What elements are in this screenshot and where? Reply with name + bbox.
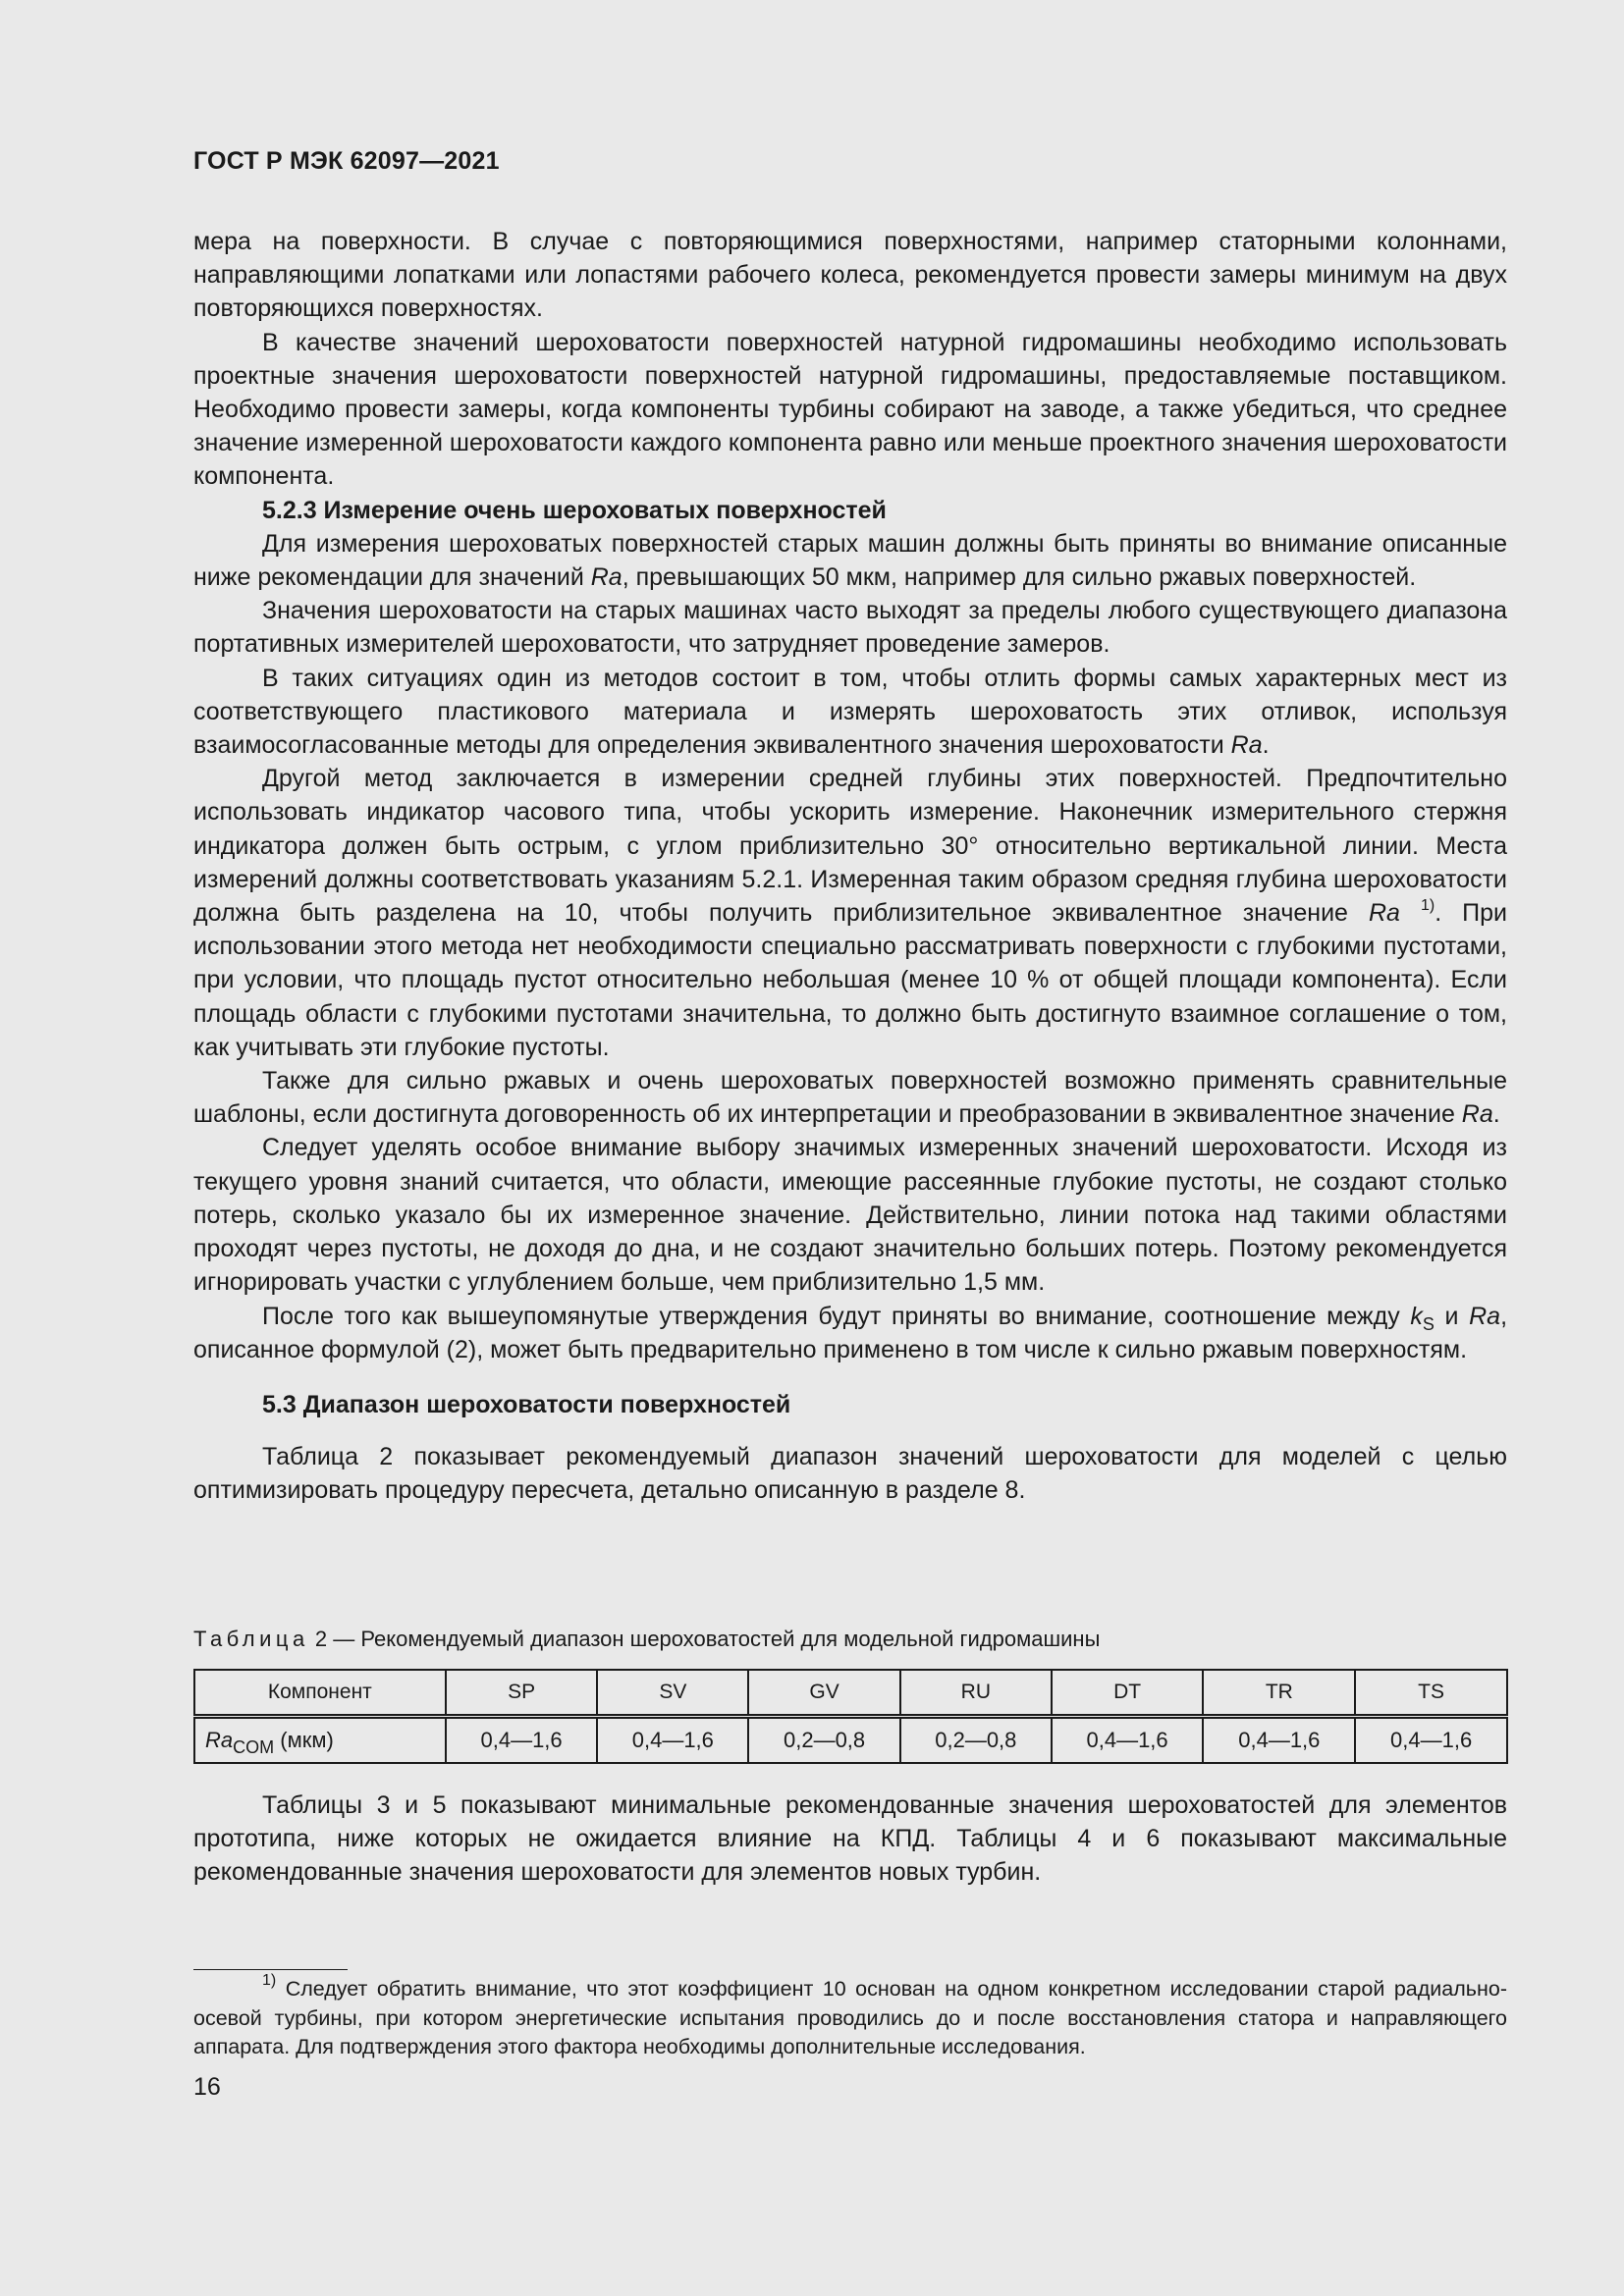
paragraph: В таких ситуациях один из методов состоит в том, чтобы отлить формы самых характерных мест из соответствующего пластикового материала и измерять шероховатость этих отливок, используя взаимосогласованные методы для определения эквивалентного значения шероховатости Ra.	[193, 664, 1507, 760]
table-header-cell: TS	[1355, 1670, 1507, 1717]
table-header-row	[194, 1670, 1507, 1717]
footnote-mark: 1)	[262, 1972, 277, 1989]
page-number: 16	[193, 2073, 221, 2101]
document-header: ГОСТ Р МЭК 62097—2021	[193, 147, 500, 175]
paragraph: Другой метод заключается в измерении средней глубины этих поверхностей. Предпочтительно использовать индикатор часового типа, чтобы ускорить измерение. Наконечник измерительного стержня индикатора должен быть острым, с углом приблизительно 30° относительно вертикальной линии. Места измерений должны соответствовать указаниям 5.2.1. Измеренная таким образом средняя глубина шероховатости должна быть разделена на 10, чтобы получить приблизительное эквивалентное значение Ra $^{1)}$. При использовании этого метода нет необходимости специально рассматривать поверхности с глубокими пустотами, при условии, что площадь пустот относительно небольшая (менее 10 % от общей площади компонента). Если площадь области с глубокими пустотами значительна, то должно быть достигнуто взаимное соглашение о том, как учитывать эти глубокие пустоты.	[193, 765, 1508, 1061]
table-header-cell: TR	[1203, 1670, 1355, 1717]
subsection-heading-5-2-3: 5.2.3 Измерение очень шероховатых поверхностей	[262, 496, 887, 524]
table-header-cell: RU	[900, 1670, 1052, 1717]
footnote-separator	[193, 1969, 348, 1970]
table-header-cell: SP	[446, 1670, 598, 1717]
paragraph: После того как вышеупомянутые утверждения будут приняты во внимание, соотношение между $k_S$ и Ra, описанное формулой (2), может быть предварительно применено в том числе к сильно ржавым поверхностям.	[193, 1302, 1508, 1363]
table-row	[194, 1717, 1507, 1764]
roughness-table	[193, 1669, 1508, 1764]
paragraph: мера на поверхности. В случае с повторяющимися поверхностями, например статорными колоннами, направляющими лопатками или лопастями рабочего колеса, рекомендуется провести замеры минимум на двух повторяющихся поверхностях.	[193, 228, 1507, 323]
paragraph: Таблица 2 показывает рекомендуемый диапазон значений шероховатости для моделей с целью оптимизировать процедуру пересчета, детально описанную в разделе 8.	[193, 1443, 1507, 1505]
table-caption: Таблица 2 — Рекомендуемый диапазон шероховатостей для модельной гидромашины	[193, 1627, 1101, 1651]
table-cell: 0,4—1,6	[446, 1717, 598, 1764]
table-cell: 0,2—0,8	[900, 1717, 1052, 1764]
table-header-cell: Компонент	[194, 1670, 446, 1717]
table-header-cell: SV	[597, 1670, 748, 1717]
table-cell: 0,2—0,8	[748, 1717, 900, 1764]
paragraph: В качестве значений шероховатости поверхностей натурной гидромашины необходимо использовать проектные значения шероховатости поверхностей натурной гидромашины, предоставляемые поставщиком. Необходимо провести замеры, когда компоненты турбины собирают на заводе, а также убедиться, что среднее значение измеренной шероховатости каждого компонента равно или меньше проектного значения шероховатости компонента.	[193, 328, 1507, 491]
table-header-cell: DT	[1052, 1670, 1204, 1717]
paragraph: Также для сильно ржавых и очень шероховатых поверхностей возможно применять сравнительные шаблоны, если достигнута договоренность об их интерпретации и преобразовании в эквивалентное значение Ra.	[193, 1067, 1507, 1129]
paragraph: Следует уделять особое внимание выбору значимых измеренных значений шероховатости. Исходя из текущего уровня знаний считается, что области, имеющие рассеянные глубокие пустоты, не создают столько потерь, сколько указало бы их измеренное значение. Действительно, линии потока над такими областями проходят через пустоты, не доходя до дна, и не создают значительно больших потерь. Поэтому рекомендуется игнорировать участки с углублением больше, чем приблизительно 1,5 мм.	[193, 1134, 1507, 1297]
text-after-table	[193, 1789, 1507, 1890]
footnote-ref[interactable]: 1)	[1420, 897, 1435, 915]
section-heading-5-3: 5.3 Диапазон шероховатости поверхностей	[262, 1390, 791, 1418]
table-cell: 0,4—1,6	[597, 1717, 748, 1764]
paragraph: Значения шероховатости на старых машинах часто выходят за пределы любого существующего диапазона портативных измерителей шероховатости, что затрудняет проведение замеров.	[193, 597, 1507, 659]
table-header-cell: GV	[748, 1670, 900, 1717]
table-row-label: $Ra_{COM}$ (мкм)	[194, 1717, 446, 1764]
paragraph: Для измерения шероховатых поверхностей старых машин должны быть приняты во внимание описанные ниже рекомендации для значений Ra, превышающих 50 мкм, например для сильно ржавых поверхностей.	[193, 529, 1507, 592]
table-cell: 0,4—1,6	[1052, 1717, 1204, 1764]
table-cell: 0,4—1,6	[1203, 1717, 1355, 1764]
main-text	[193, 225, 1507, 1508]
footnote: $^{1)}$ Следует обратить внимание, что этот коэффициент 10 основан на одном конкретном исследовании старой радиально-осевой турбины, при котором энергетические испытания проводились до и после восстановления статора и направляющего аппарата. Для подтверждения этого фактора необходимы дополнительные исследования.	[193, 1972, 1507, 2058]
table-cell: 0,4—1,6	[1355, 1717, 1507, 1764]
paragraph: Таблицы 3 и 5 показывают минимальные рекомендованные значения шероховатостей для элементов прототипа, ниже которых не ожидается влияние на КПД. Таблицы 4 и 6 показывают максимальные рекомендованные значения шероховатости для элементов новых турбин.	[193, 1791, 1507, 1887]
